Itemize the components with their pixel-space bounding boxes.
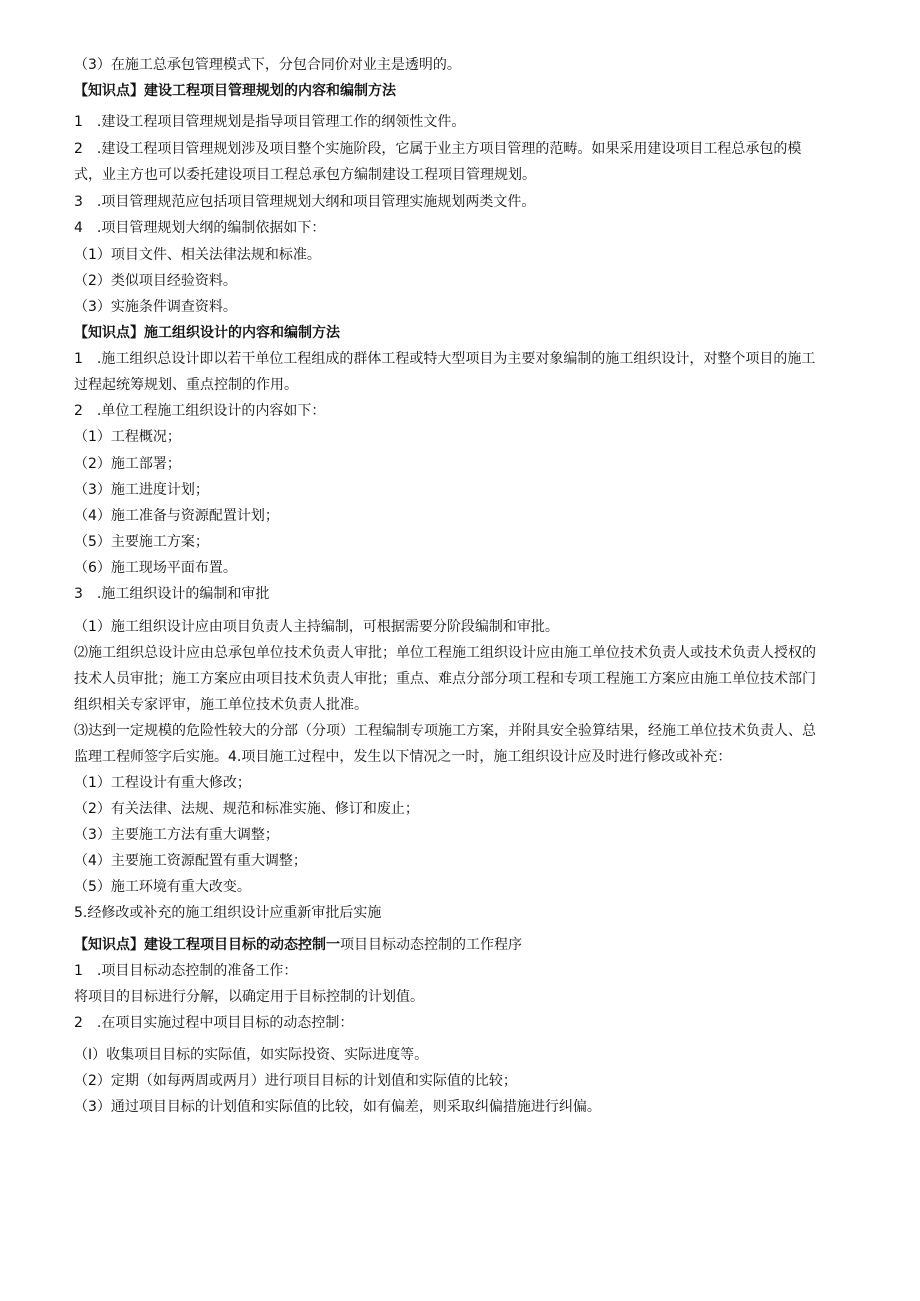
text-line: （3）实施条件调查资料。: [74, 299, 237, 315]
text-line: 2 .建设工程项目管理规划涉及项目整个实施阶段，它属于业主方项目管理的范畴。如果采用建设项目工程总承包的模: [74, 141, 802, 157]
section-heading-bold: 【知识点】建设工程项目目标的动态控制一: [74, 937, 340, 953]
text-line: 2 .单位工程施工组织设计的内容如下：: [74, 403, 326, 419]
text-line: （6）施工现场平面布置。: [74, 560, 237, 576]
text-line: 3 .施工组织设计的编制和审批: [74, 586, 270, 602]
section-heading: 【知识点】施工组织设计的内容和编制方法: [74, 325, 340, 341]
text-line: （I）收集项目目标的实际值，如实际投资、实际进度等。: [74, 1047, 429, 1063]
text-line: 技术人员审批；施工方案应由项目技术负责人审批；重点、难点分部分项工程和专项工程施工方案应由施工单位技术部门: [74, 671, 816, 687]
text-line: 1 .建设工程项目管理规划是指导项目管理工作的纲领性文件。: [74, 114, 466, 130]
text-line: （1）工程概况；: [74, 429, 181, 445]
text-line: （2）类似项目经验资料。: [74, 273, 237, 289]
text-line: ⑵施工组织总设计应由总承包单位技术负责人审批；单位工程施工组织设计应由施工单位技术负责人或技术负责人授权的: [74, 645, 816, 661]
text-line: 组织相关专家评审，施工单位技术负责人批准。: [74, 697, 368, 713]
text-line: （5）施工环境有重大改变。: [74, 879, 251, 895]
text-line: 4 .项目管理规划大纲的编制依据如下：: [74, 220, 326, 236]
text-line: 将项目的目标进行分解，以确定用于目标控制的计划值。: [74, 989, 424, 1005]
text-line: （3）在施工总承包管理模式下，分包合同价对业主是透明的。: [74, 57, 461, 73]
section-heading: [74, 936, 522, 954]
text-line: （3）主要施工方法有重大调整；: [74, 827, 279, 843]
text-line: 监理工程师签字后实施。4.项目施工过程中，发生以下情况之一时，施工组织设计应及时进行修改或补充：: [74, 749, 732, 765]
text-line: 1 .施工组织总设计即以若干单位工程组成的群体工程或特大型项目为主要对象编制的施工组织设计，对整个项目的施工: [74, 351, 816, 367]
section-heading: 【知识点】建设工程项目管理规划的内容和编制方法: [74, 83, 396, 99]
text-line: （1）施工组织设计应由项目负责人主持编制，可根据需要分阶段编制和审批。: [74, 619, 559, 635]
text-line: （4）主要施工资源配置有重大调整；: [74, 853, 307, 869]
text-line: （5）主要施工方案；: [74, 534, 209, 550]
text-line: （3）通过项目目标的计划值和实际值的比较，如有偏差，则采取纠偏措施进行纠偏。: [74, 1099, 601, 1115]
text-line: 2 .在项目实施过程中项目目标的动态控制：: [74, 1015, 354, 1031]
text-line: （3）施工进度计划；: [74, 482, 209, 498]
text-line: （1）工程设计有重大修改；: [74, 775, 251, 791]
text-line: （2）有关法律、法规、规范和标准实施、修订和废止；: [74, 801, 419, 817]
text-line: 式，业主方也可以委托建设项目工程总承包方编制建设工程项目管理规划。: [74, 167, 536, 183]
text-line: （4）施工准备与资源配置计划；: [74, 508, 279, 524]
text-line: （2）施工部署；: [74, 456, 181, 472]
text-line: 1 .项目目标动态控制的准备工作：: [74, 963, 298, 979]
section-heading-subtitle: 项目目标动态控制的工作程序: [340, 937, 522, 953]
text-line: （2）定期（如每两周或两月）进行项目目标的计划值和实际值的比较；: [74, 1073, 517, 1089]
text-line: 3 .项目管理规范应包括项目管理规划大纲和项目管理实施规划两类文件。: [74, 194, 536, 210]
text-line: ⑶达到一定规模的危险性较大的分部（分项）工程编制专项施工方案，并附具安全验算结果，经施工单位技术负责人、总: [74, 723, 816, 739]
text-line: 过程起统筹规划、重点控制的作用。: [74, 377, 298, 393]
text-line: （1）项目文件、相关法律法规和标准。: [74, 247, 321, 263]
text-line: 5.经修改或补充的施工组织设计应重新审批后实施: [74, 905, 382, 921]
